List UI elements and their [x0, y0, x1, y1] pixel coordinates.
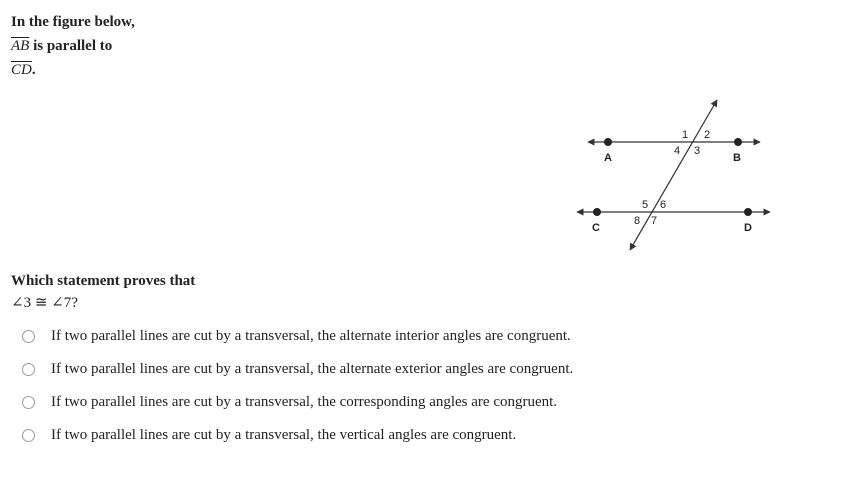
question-line-2: ∠3 ≅ ∠7?: [11, 295, 78, 311]
answer-option-1-label[interactable]: If two parallel lines are cut by a transversal, the alternate interior angles are congruent.: [51, 328, 571, 344]
answer-option-4[interactable]: [22, 419, 573, 452]
prompt-line-2-text: is parallel to: [29, 38, 113, 54]
answer-option-4-label[interactable]: If two parallel lines are cut by a transversal, the vertical angles are congruent.: [51, 427, 517, 443]
angle-2-label: 2: [704, 129, 711, 141]
point-b-label: B: [733, 152, 741, 164]
segment-ab: $\overline{AB}$: [11, 38, 30, 54]
answer-option-2[interactable]: [22, 353, 573, 386]
answer-options: [22, 320, 573, 452]
answer-option-3[interactable]: [22, 386, 573, 419]
point-c-dot: [593, 208, 601, 216]
parallel-lines-figure: [560, 90, 790, 260]
point-b-dot: [734, 138, 742, 146]
question-line-1: Which statement proves that: [11, 273, 196, 289]
angle-7-label: 7: [651, 215, 658, 227]
prompt-line-2: [11, 34, 135, 58]
point-a-dot: [604, 138, 612, 146]
point-d-dot: [744, 208, 752, 216]
question-text: [11, 270, 195, 314]
radio-button-icon[interactable]: [22, 330, 35, 343]
angle-8-label: 8: [634, 215, 641, 227]
point-a-label: A: [604, 152, 612, 164]
answer-option-3-label[interactable]: If two parallel lines are cut by a transversal, the corresponding angles are congruent.: [51, 394, 558, 410]
segment-cd: $\overline{CD}$: [11, 62, 32, 78]
prompt-line-3: [11, 58, 135, 82]
angle-3-label: 3: [694, 145, 701, 157]
radio-button-icon[interactable]: [22, 429, 35, 442]
radio-button-icon[interactable]: [22, 363, 35, 376]
point-d-label: D: [744, 222, 752, 234]
angle-6-label: 6: [660, 199, 667, 211]
prompt-line-1: In the figure below,: [11, 14, 135, 30]
angle-5-label: 5: [642, 199, 649, 211]
answer-option-2-label[interactable]: If two parallel lines are cut by a transversal, the alternate exterior angles are congruent.: [51, 361, 574, 377]
radio-button-icon[interactable]: [22, 396, 35, 409]
question-prompt: [11, 10, 135, 82]
prompt-line-3-text: .: [31, 62, 36, 78]
answer-option-1[interactable]: [22, 320, 573, 353]
point-c-label: C: [592, 222, 600, 234]
angle-1-label: 1: [682, 129, 689, 141]
transversal-line: [630, 100, 717, 250]
angle-4-label: 4: [674, 145, 681, 157]
